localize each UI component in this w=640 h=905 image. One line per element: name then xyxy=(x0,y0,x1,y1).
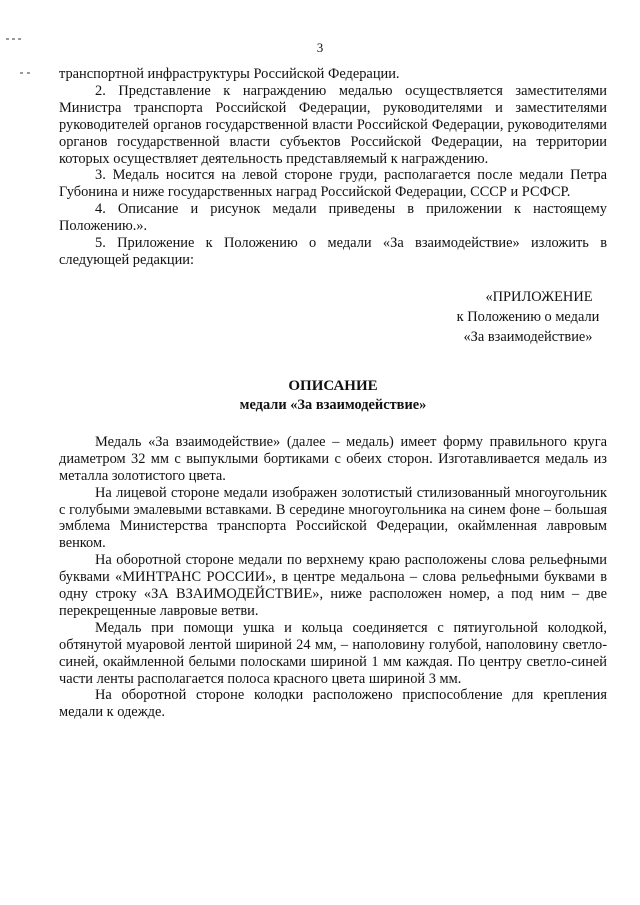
document-body xyxy=(59,66,607,721)
paragraph-5: 5. Приложение к Положению о медали «За взаимодействие» изложить в следующей редакции: xyxy=(59,235,607,268)
paragraph-3: 3. Медаль носится на левой стороне груди, располагается после медали Петра Губонина и ниже государственных наград Российской Федерации, СССР и РСФСР. xyxy=(59,167,607,201)
scan-artifact xyxy=(27,72,30,74)
description-paragraph: На оборотной стороне колодки расположено приспособление для крепления медали к одежде. xyxy=(59,687,607,721)
annex-header xyxy=(449,287,607,347)
description-paragraph: На лицевой стороне медали изображен золотистый стилизованный многоугольник с голубыми эмалевыми вставками. В середине многоугольника на синем фоне – большая эмблема Министерства транспорта Российской Федерации, окаймленная лавровым венком. xyxy=(59,484,607,552)
annex-title: «ПРИЛОЖЕНИЕ xyxy=(485,288,593,305)
description-paragraph: Медаль при помощи ушка и кольца соединяется с пятиугольной колодкой, обтянутой муаровой лентой шириной 24 мм, – наполовину голубой, наполовину светло-синей, окаймленной белыми полосками шириной 1 мм каждая. По центру светло-синей части ленты располагается полоса красного цвета шириной 3 мм. xyxy=(59,619,607,687)
description-title: ОПИСАНИЕ xyxy=(288,377,378,394)
annex-reference: к Положению о медали xyxy=(456,308,600,325)
description-body xyxy=(59,434,607,721)
paragraph-2: 2. Представление к награждению медалью осуществляется заместителями Министра транспорта Российской Федерации, руководителями и заместителями руководителей органов государственной власти Российской Федерации, руководителями органов государственной власти субъектов Российской Федерации, на территории которых осуществляет деятельность представляемый к награждению. xyxy=(59,82,607,167)
description-paragraph: На оборотной стороне медали по верхнему краю расположены слова рельефными буквами «МИНТРАНС РОССИИ», в центре медальона – слова рельефными буквами в одну строку «ЗА ВЗАИМОДЕЙСТВИЕ», ниже расположен номер, а под ним – две перекрещенные лавровые ветви. xyxy=(59,552,607,619)
description-subtitle: медали «За взаимодействие» xyxy=(239,396,427,413)
description-paragraph: Медаль «За взаимодействие» (далее – медаль) имеет форму правильного круга диаметром 32 мм с выпуклыми бортиками с обеих сторон. Изготавливается медаль из металла золотистого цвета. xyxy=(59,433,607,484)
paragraph-4: 4. Описание и рисунок медали приведены в приложении к настоящему Положению.». xyxy=(59,201,607,235)
paragraph-continuation: транспортной инфраструктуры Российской Федерации. xyxy=(59,66,400,82)
annex-medal-name: «За взаимодействие» xyxy=(463,328,593,345)
scan-artifact xyxy=(20,72,23,74)
page-number: 3 xyxy=(316,40,324,55)
